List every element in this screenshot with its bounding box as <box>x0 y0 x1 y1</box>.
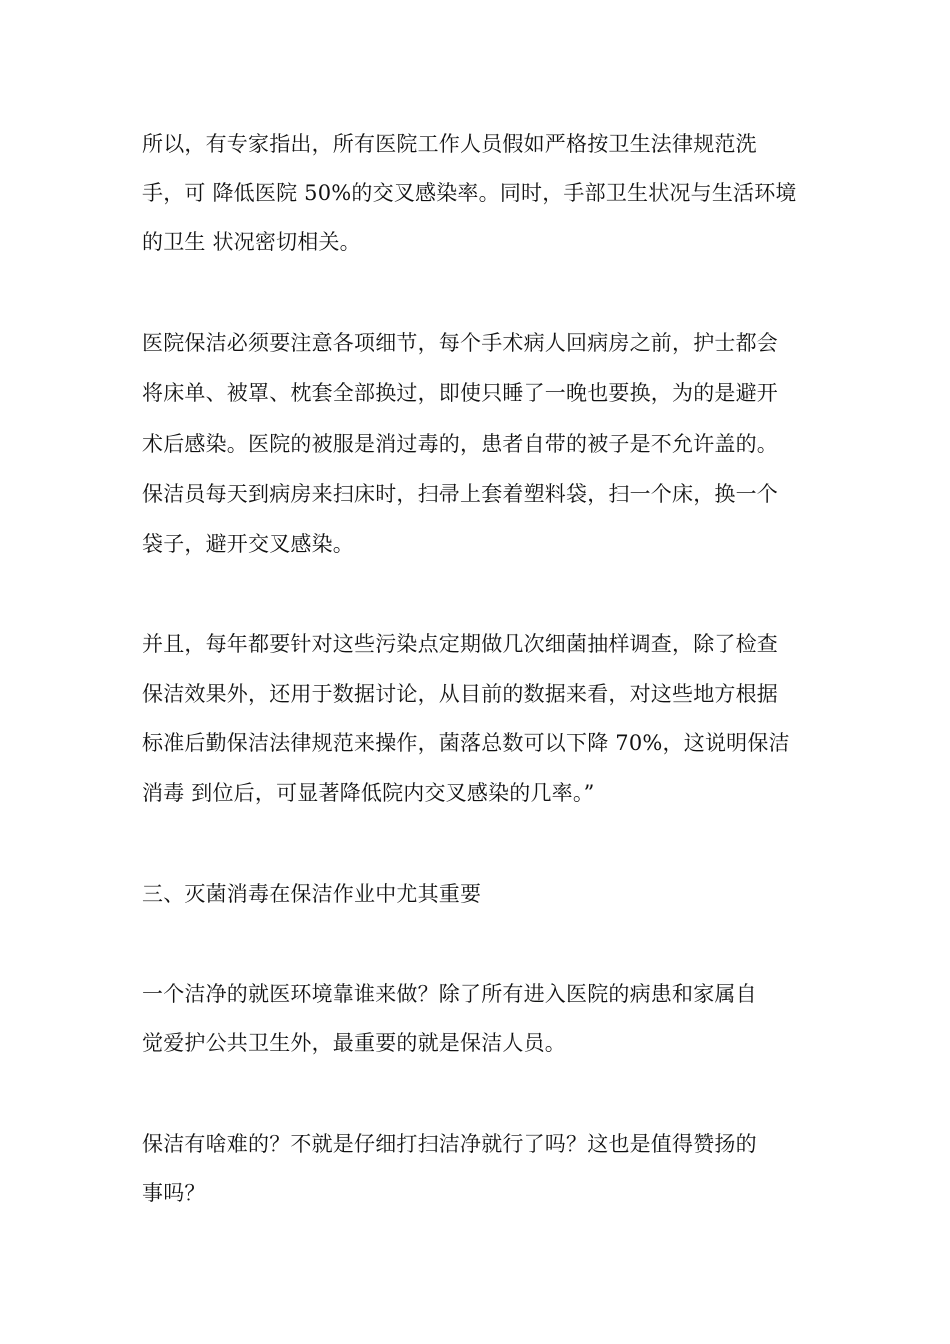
paragraph-5-line-1: 一个洁净的就医环境靠谁来做？除了所有进入医院的病患和家属自 <box>142 982 757 1006</box>
paragraph-2-line-2: 将床单、被罩、枕套全部换过，即使只睡了一晚也要换，为的是避开 <box>142 381 778 405</box>
paragraph-2-line-4: 保洁员每天到病房来扫床时，扫帚上套着塑料袋，扫一个床，换一个 <box>142 482 778 506</box>
paragraph-1-line-3: 的卫生 状况密切相关。 <box>142 230 361 254</box>
paragraph-2-line-3: 术后感染。医院的被服是消过毒的，患者自带的被子是不允许盖的。 <box>142 432 778 456</box>
paragraph-6-line-2: 事吗？ <box>142 1181 206 1205</box>
paragraph-1-line-1: 所以，有专家指出，所有医院工作人员假如严格按卫生法律规范洗 <box>142 132 757 156</box>
paragraph-3-line-3: 标准后勤保洁法律规范来操作，菌落总数可以下降 70%，这说明保洁 <box>142 731 790 755</box>
section-heading: 三、灭菌消毒在保洁作业中尤其重要 <box>142 882 482 906</box>
paragraph-3-line-1: 并且，每年都要针对这些污染点定期做几次细菌抽样调查，除了检查 <box>142 632 778 656</box>
paragraph-1-line-2: 手，可 降低医院 50%的交叉感染率。同时，手部卫生状况与生活环境 <box>142 181 797 205</box>
paragraph-3-line-4: 消毒 到位后，可显著降低院内交叉感染的几率。” <box>142 781 595 805</box>
paragraph-5-line-2: 觉爱护公共卫生外，最重要的就是保洁人员。 <box>142 1031 566 1055</box>
paragraph-2-line-1: 医院保洁必须要注意各项细节，每个手术病人回病房之前，护士都会 <box>142 331 778 355</box>
paragraph-6-line-1: 保洁有啥难的？不就是仔细打扫洁净就行了吗？这也是值得赞扬的 <box>142 1132 757 1156</box>
paragraph-2-line-5: 袋子，避开交叉感染。 <box>142 532 354 556</box>
paragraph-3-line-2: 保洁效果外，还用于数据讨论，从目前的数据来看，对这些地方根据 <box>142 682 778 706</box>
